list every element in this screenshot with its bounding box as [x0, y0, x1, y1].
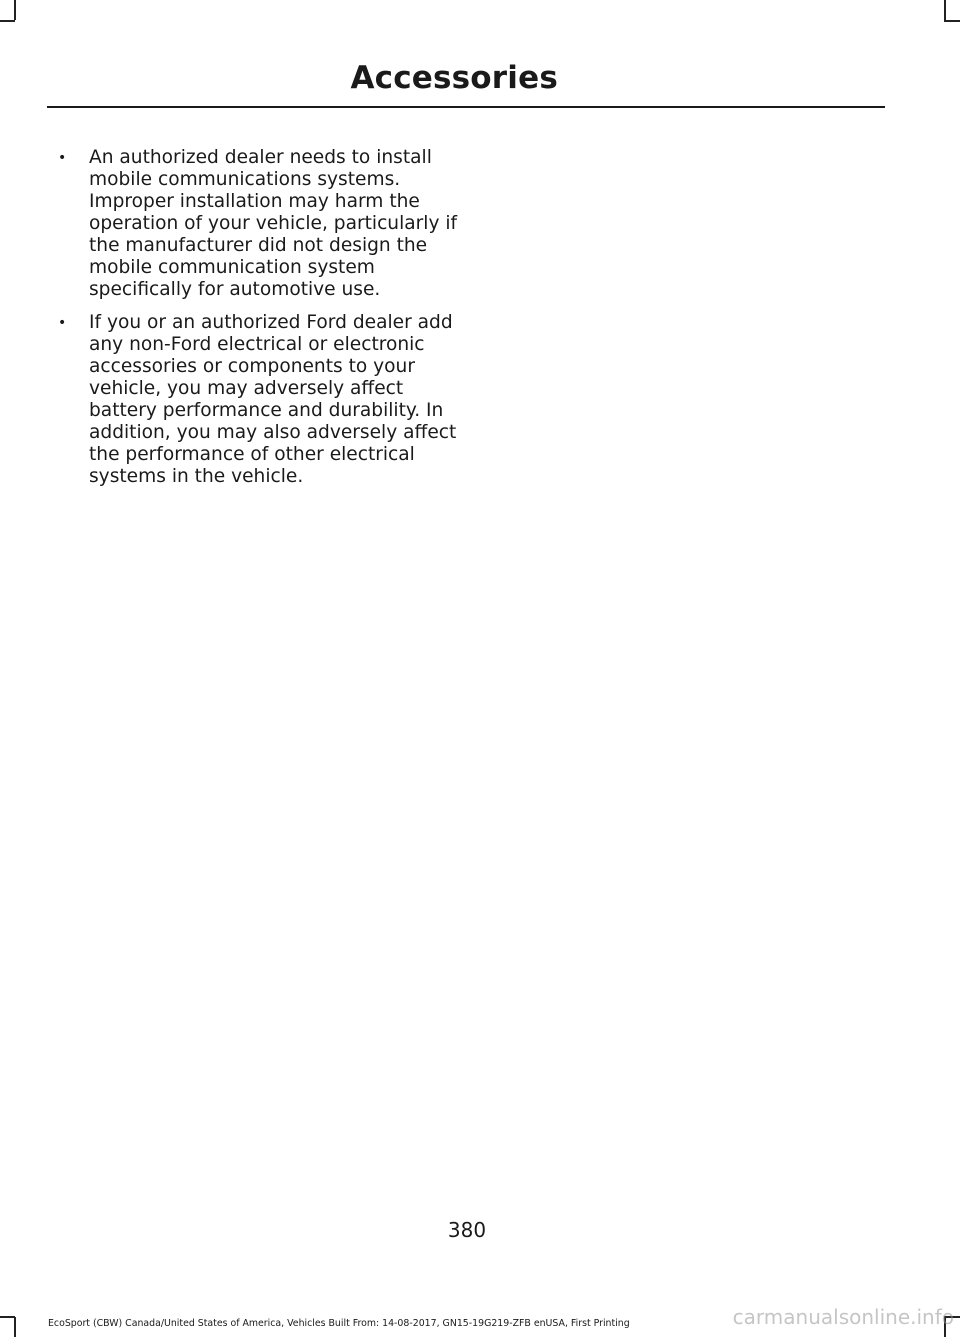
bullet-marker: •: [58, 315, 67, 331]
bullet-text: If you or an authorized Ford dealer add any non-Ford electrical or electronic accessories or components to your vehicle, you may adversely affect battery performance and durability. In addition, you may also adversely affect the performance of other electrical systems in the vehicle.: [89, 312, 457, 487]
footer-text: EcoSport (CBW) Canada/United States of America, Vehicles Built From: 14-08-2017, GN15-19G219-ZFB enUSA, First Printing: [48, 1318, 630, 1329]
bullet-marker: •: [58, 150, 67, 166]
crop-mark-top-left-vertical: [14, 0, 16, 20]
crop-mark-bottom-left-vertical: [14, 1317, 16, 1337]
crop-mark-top-right-horizontal: [944, 20, 960, 22]
page-title: Accessories: [350, 60, 558, 96]
list-item: [58, 312, 458, 488]
crop-mark-bottom-left-horizontal: [0, 1316, 15, 1318]
bullet-text: An authorized dealer needs to install mobile communications systems. Improper installation may harm the operation of your vehicle, particularly if the manufacturer did not design the mobile communication system specifically for automotive use.: [89, 147, 458, 300]
watermark: carmanualsonline.info: [732, 1305, 954, 1329]
crop-mark-top-right-vertical: [944, 0, 946, 20]
crop-mark-top-left-horizontal: [0, 20, 15, 22]
page-number: 380: [447, 1218, 487, 1242]
header-rule: [47, 106, 885, 108]
bullet-list: [58, 147, 458, 499]
list-item: [58, 147, 458, 301]
